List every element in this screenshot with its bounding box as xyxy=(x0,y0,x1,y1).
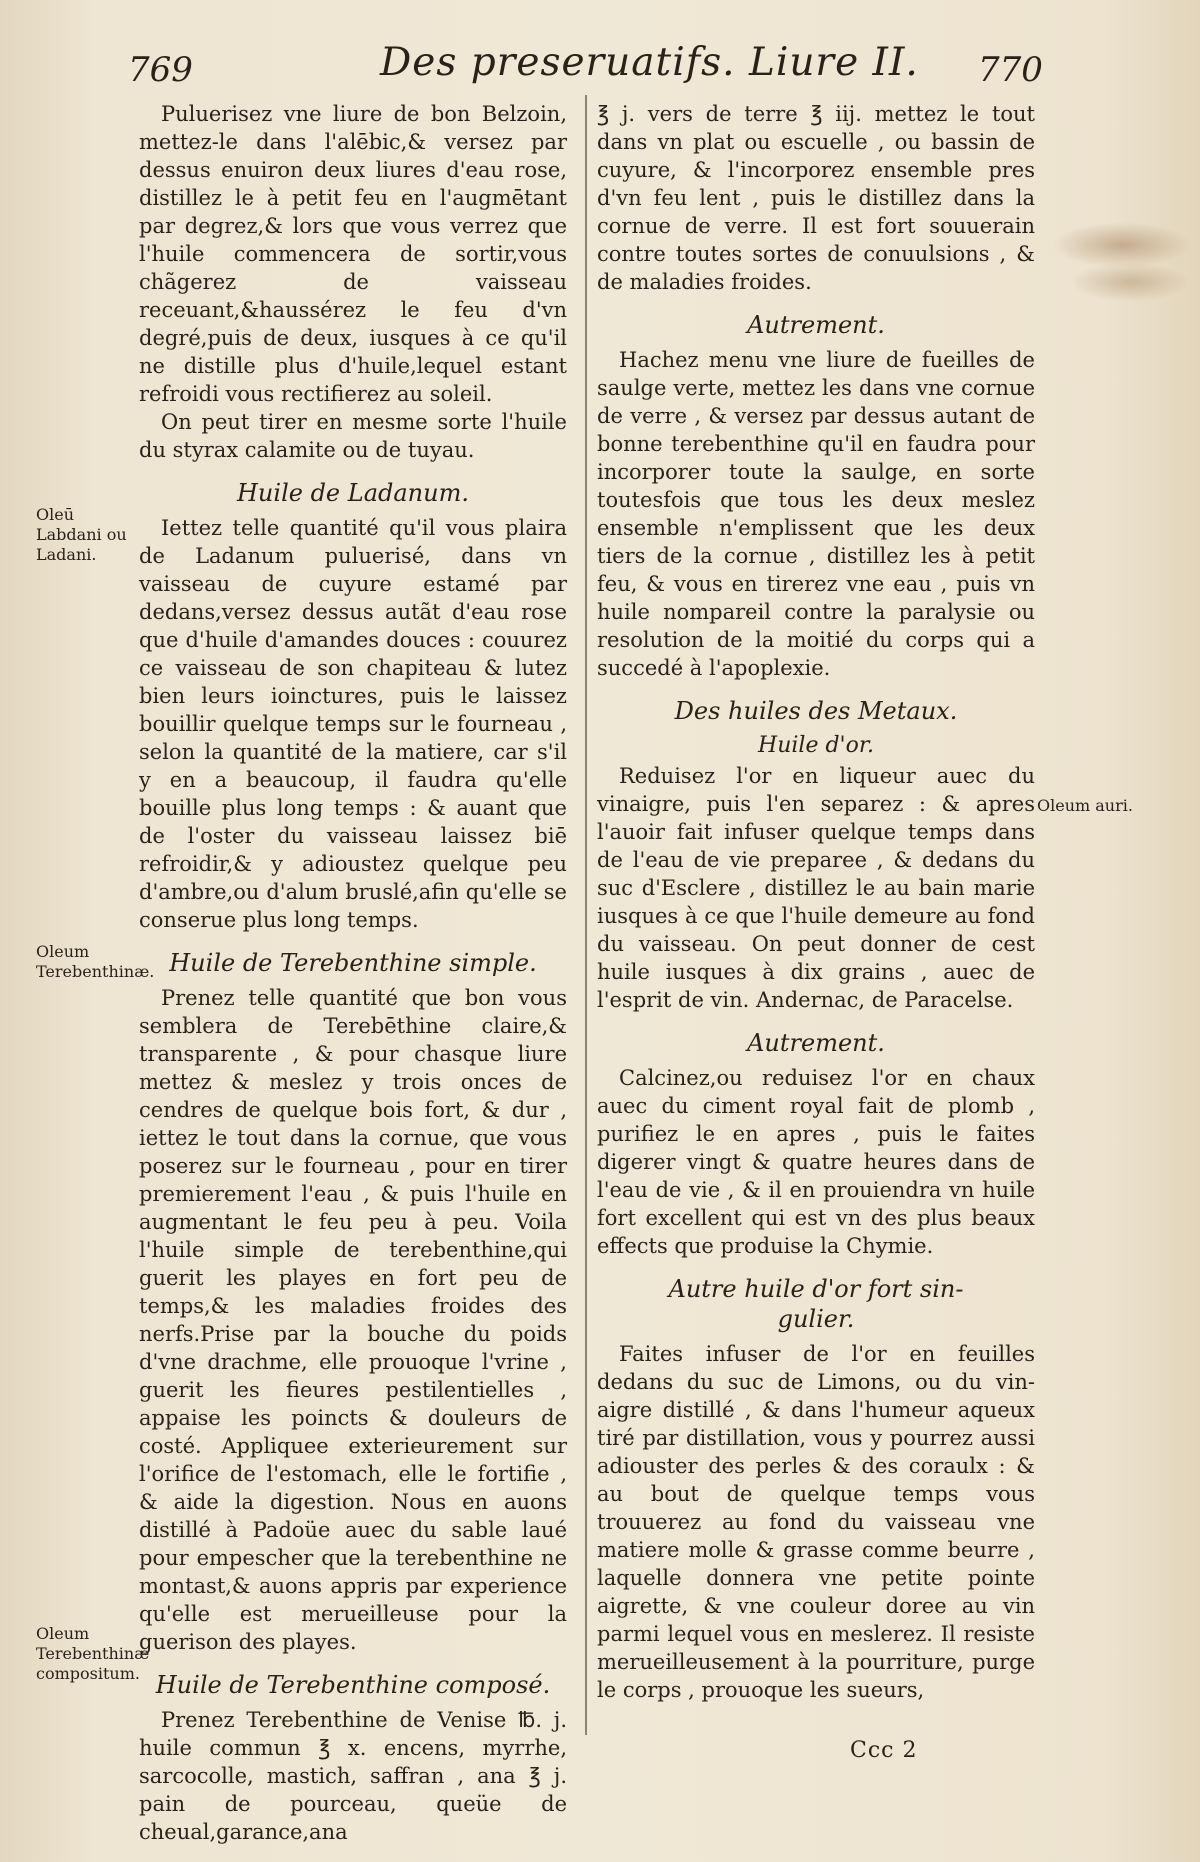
page-header xyxy=(0,28,1200,88)
heading-line: Autre huile d'or fort sin- xyxy=(668,1275,964,1303)
paragraph: Iettez telle quantité qu'il vous plaira de Ladanum puluerisé, dans vn vaisseau de cuyure estamé par dedans,versez dessus autãt d'eau rose que d'huile d'amandes douces : couurez ce vaisseau de son chapiteau & lutez bien leurs ioinctures, puis le laissez bouillir quelque temps sur le fourneau , selon la quantité de la matiere, car s'il y en a beaucoup, il faudra qu'elle bouille plus long temps : & auant que de l'oster du vaisseau laissez biē refroidir,& y adioustez quelque peu d'ambre,ou d'alum bruslé,afin qu'elle se conserue plus long temps. xyxy=(139,516,567,932)
paragraph: Reduisez l'or en liqueur auec du vinaigre, puis l'en separez : & apres l'auoir fait infuser quelque temps dans de l'eau de vie preparee , & dedans du suc d'Esclere , distillez le au bain marie iusques à ce que l'huile demeure au fond du vaisseau. On peut donner de cest huile iusques à dix grains , auec de l'esprit de vin. Andernac, de Paracelse. xyxy=(597,764,1035,1012)
running-title: Des preseruatifs. Liure II. xyxy=(380,40,919,85)
column-divider xyxy=(585,95,587,1735)
paragraph: Calcinez,ou reduisez l'or en chaux auec du ciment royal fait de plomb , purifiez le en apres , puis le faites digerer vingt & quatre heures dans de l'eau de vie , & il en prouiendra vn huile fort excellent qui est vn des plus beaux effects que produise la Chymie. xyxy=(597,1066,1035,1258)
paragraph: On peut tirer en mesme sorte l'huile du styrax calamite ou de tuyau. xyxy=(139,410,567,462)
subsection-heading: Huile d'or. xyxy=(758,733,874,758)
paragraph: ℥ j. vers de terre ℥ iij. mettez le tout dans vn plat ou escuelle , ou bassin de cuyure, & l'incorporez ensemble pres d'vn feu lent , puis le distillez dans la cornue de verre. Il est fort souuerain contre toutes sortes de conuulsions , & de maladies froides. xyxy=(597,102,1035,294)
right-column xyxy=(597,100,1035,1704)
paragraph: Puluerisez vne liure de bon Belzoin, mettez-le dans l'alēbic,& versez par dessus enuiron deux liures d'eau rose, distillez le à petit feu en l'augmētant par degrez,& lors que vous verrez que l'huile commencera de sortir,vous chãgerez de vaisseau receuant,&haussérez le feu d'vn degré,puis de deux, iusques à ce qu'il ne distille plus d'huile,lequel estant refroidi vous rectifierez au soleil. xyxy=(139,102,567,406)
signature-mark: Ccc 2 xyxy=(850,1738,918,1763)
paragraph: Prenez telle quantité que bon vous semblera de Terebēthine claire,& transparente , & pour chasque liure mettez & meslez y trois onces de cendres de quelque bois fort, & dur , iettez le tout dans la cornue, que vous poserez sur le fourneau , pour en tirer premierement l'eau , & puis l'huile en augmentant le feu peu à peu. Voila l'huile simple de terebenthine,qui guerit les playes en fort peu de temps,& les maladies froides des nerfs.Prise par la bouche du poids d'vne drachme, elle prouoque l'vrine , guerit les fieures pestilentielles , appaise les poincts & douleurs de costé. Appliquee exterieurement sur l'orifice de l'estomach, elle le fortifie , & aide la digestion. Nous en auons distillé à Padoüe auec du sable laué pour empescher que la terebenthine ne montast,& auons appris par experience qu'elle est merueilleuse pour la guerison des playes. xyxy=(139,986,567,1654)
section-heading xyxy=(597,1274,1035,1334)
page-number-right: 770 xyxy=(978,50,1043,90)
paragraph: Faites infuser de l'or en feuilles dedans du suc de Limons, ou du vin-aigre distillé , & dans l'humeur aqueux tiré par distillation, vous y pourrez aussi adiouster des perles & des coraulx : & au bout de quelque temps vous trouuerez au fond du vaisseau vne matiere molle & grasse comme beurre , laquelle donnera vne petite pointe aigrette, & vne couleur doree au vin parmi lequel vous en meslerez. Il resiste merueilleusement à la pourriture, purge le corps , prouoque les sueurs, xyxy=(597,1342,1035,1702)
section-heading: Des huiles des Metaux. xyxy=(674,697,958,725)
section-heading: Autrement. xyxy=(747,311,885,339)
section-heading: Autrement. xyxy=(747,1029,885,1057)
left-column xyxy=(139,100,567,1846)
section-heading: Huile de Terebenthine composé. xyxy=(155,1671,551,1699)
margin-note-ladanum: Oleū Labdani ou Ladani. xyxy=(36,505,127,564)
ink-stain xyxy=(1052,222,1192,268)
margin-note-terebenthine-compositum: Oleum Terebenthinæ compositum. xyxy=(36,1624,150,1683)
ink-stain xyxy=(1070,262,1190,302)
margin-note-auri: Oleum auri. xyxy=(1037,796,1133,815)
section-heading: Huile de Ladanum. xyxy=(237,479,469,507)
paragraph: Prenez Terebenthine de Venise ℔. j. huile commun ℥ x. encens, myrrhe, sarcocolle, mastich, saffran , ana ℥ j. pain de pourceau, queüe de cheual,garance,ana xyxy=(139,1708,567,1844)
section-heading: Huile de Terebenthine simple. xyxy=(169,949,537,977)
heading-line: gulier. xyxy=(777,1305,855,1333)
paragraph: Hachez menu vne liure de fueilles de saulge verte, mettez les dans vne cornue de verre , & versez par dessus autant de bonne terebenthine qu'il en faudra pour incorporer toute la saulge, en sorte toutesfois que tous les deux meslez ensemble n'emplissent que les deux tiers de la cornue , distillez les à petit feu, & vous en tirerez vne eau , puis vn huile nompareil contre la paralysie ou resolution de la moitié du corps qui a succedé à l'apoplexie. xyxy=(597,348,1035,680)
margin-note-terebenthine: Oleum Terebenthinæ. xyxy=(36,942,155,981)
page-number-left: 769 xyxy=(128,50,193,90)
